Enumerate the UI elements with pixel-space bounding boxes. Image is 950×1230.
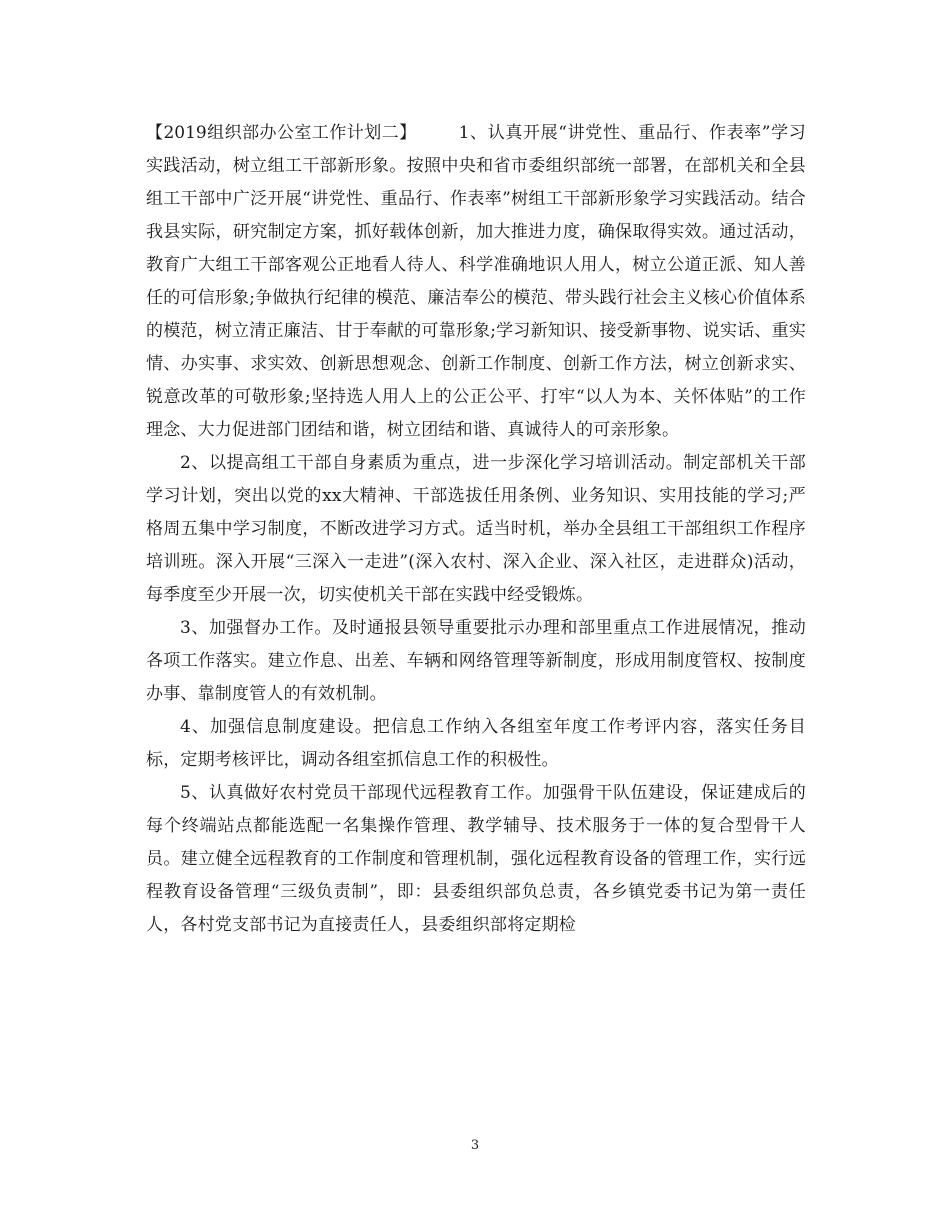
paragraph-2: 2、以提高组工干部自身素质为重点，进一步深化学习培训活动。制定部机关干部学习计划，突出以党的xx大精神、干部选拔任用条例、业务知识、实用技能的学习;严格周五集中学习制度，不断改进学习方式。适当时机，举办全县组工干部组织工作程序培训班。深入开展“三深入一走进”(深入农村、深入企业、深入社区，走进群众)活动，每季度至少开展一次，切实使机关干部在实践中经受锻炼。 (146, 453, 806, 605)
paragraph-5: 5、认真做好农村党员干部现代远程教育工作。加强骨干队伍建设，保证建成后的每个终端站点都能选配一名集操作管理、教学辅导、技术服务于一体的复合型骨干人员。建立健全远程教育的工作制度和管理机制，强化远程教育设备的管理工作，实行远程教育设备管理“三级负责制”，即：县委组织部负总责，各乡镇党委书记为第一责任人，各村党支部书记为直接责任人，县委组织部将定期检 (146, 783, 806, 935)
paragraph-1 (146, 117, 806, 447)
paragraph-1-text: 1、认真开展“讲党性、重品行、作表率”学习实践活动，树立组工干部新形象。按照中央和省市委组织部统一部署，在部机关和全县组工干部中广泛开展“讲党性、重品行、作表率”树组工干部新形象学习实践活动。结合我县实际，研究制定方案，抓好载体创新，加大推进力度，确保取得实效。通过活动，教育广大组工干部客观公正地看人待人、科学准确地识人用人，树立公道正派、知人善任的可信形象;争做执行纪律的模范、廉洁奉公的模范、带头践行社会主义核心价值体系的模范，树立清正廉洁、甘于奉献的可靠形象;学习新知识、接受新事物、说实话、重实情、办实事、求实效、创新思想观念、创新工作制度、创新工作方法，树立创新求实、锐意改革的可敬形象;坚持选人用人上的公正公平、打牢“以人为本、关怀体贴”的工作理念、大力促进部门团结和谐，树立团结和谐、真诚待人的可亲形象。 (146, 123, 806, 440)
document-heading: 【2019组织部办公室工作计划二】 (146, 123, 417, 143)
paragraph-4: 4、加强信息制度建设。把信息工作纳入各组室年度工作考评内容，落实任务目标，定期考核评比，调动各组室抓信息工作的积极性。 (146, 717, 806, 770)
paragraph-3: 3、加强督办工作。及时通报县领导重要批示办理和部里重点工作进展情况，推动各项工作落实。建立作息、出差、车辆和网络管理等新制度，形成用制度管权、按制度办事、靠制度管人的有效机制。 (146, 618, 806, 704)
page-number: 3 (470, 1138, 480, 1153)
document-body (146, 117, 806, 942)
